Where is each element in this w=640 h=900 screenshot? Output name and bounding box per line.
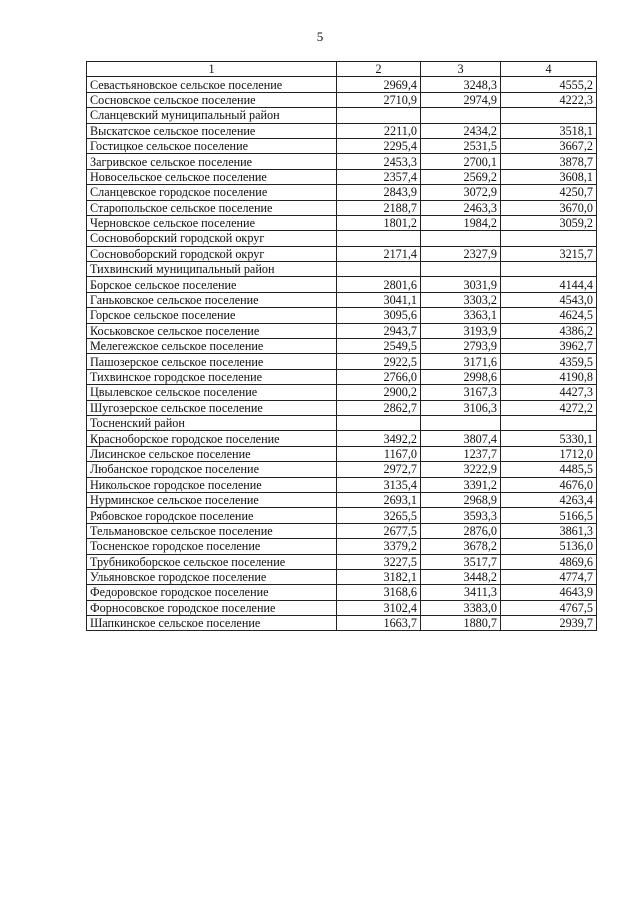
row-name-cell: Сосновоборский городской округ	[87, 246, 337, 261]
row-value-col3: 3303,2	[421, 292, 501, 307]
row-value-col4: 4676,0	[501, 477, 597, 492]
row-value-col2: 2211,0	[337, 123, 421, 138]
table-row	[87, 600, 597, 615]
row-value-col3: 3411,3	[421, 585, 501, 600]
row-name-cell: Выскатское сельское поселение	[87, 123, 337, 138]
row-name-cell: Старопольское сельское поселение	[87, 200, 337, 215]
table-row	[87, 616, 597, 631]
row-value-col4	[501, 231, 597, 246]
row-name-cell: Севастьяновское сельское поселение	[87, 77, 337, 92]
table-row	[87, 200, 597, 215]
row-value-col4: 1712,0	[501, 446, 597, 461]
row-value-col4: 5166,5	[501, 508, 597, 523]
row-value-col3: 2968,9	[421, 492, 501, 507]
row-name-cell: Трубникоборское сельское поселение	[87, 554, 337, 569]
row-value-col3: 2974,9	[421, 92, 501, 107]
row-value-col3: 3031,9	[421, 277, 501, 292]
row-name-cell: Рябовское городское поселение	[87, 508, 337, 523]
row-value-col2: 2862,7	[337, 400, 421, 415]
row-value-col2: 3168,6	[337, 585, 421, 600]
row-value-col4: 4190,8	[501, 369, 597, 384]
row-value-col4: 4386,2	[501, 323, 597, 338]
row-name-cell: Шапкинское сельское поселение	[87, 616, 337, 631]
row-value-col2: 2171,4	[337, 246, 421, 261]
row-value-col4: 4767,5	[501, 600, 597, 615]
row-value-col3: 1237,7	[421, 446, 501, 461]
row-name-cell: Сосновоборский городской округ	[87, 231, 337, 246]
row-value-col3: 3106,3	[421, 400, 501, 415]
row-name-cell: Ганьковское сельское поселение	[87, 292, 337, 307]
row-value-col2: 3095,6	[337, 308, 421, 323]
row-value-col3: 1984,2	[421, 215, 501, 230]
row-name-cell: Черновское сельское поселение	[87, 215, 337, 230]
row-value-col3: 2434,2	[421, 123, 501, 138]
row-value-col3: 3363,1	[421, 308, 501, 323]
row-name-cell: Тихвинское городское поселение	[87, 369, 337, 384]
row-name-cell: Сосновское сельское поселение	[87, 92, 337, 107]
row-value-col2: 2549,5	[337, 339, 421, 354]
table-row	[87, 323, 597, 338]
table-row	[87, 400, 597, 415]
row-value-col2: 3379,2	[337, 539, 421, 554]
row-value-col2: 2922,5	[337, 354, 421, 369]
row-value-col2: 2843,9	[337, 185, 421, 200]
row-name-cell: Коськовское сельское поселение	[87, 323, 337, 338]
row-value-col4: 4144,4	[501, 277, 597, 292]
table-row	[87, 92, 597, 107]
row-name-cell: Нурминское сельское поселение	[87, 492, 337, 507]
row-value-col3: 3517,7	[421, 554, 501, 569]
row-value-col3: 3391,2	[421, 477, 501, 492]
row-value-col4: 4643,9	[501, 585, 597, 600]
row-value-col2: 3227,5	[337, 554, 421, 569]
table-row	[87, 415, 597, 430]
row-name-cell: Тосненский район	[87, 415, 337, 430]
row-name-cell: Федоровское городское поселение	[87, 585, 337, 600]
table-body	[87, 77, 597, 631]
table-row	[87, 108, 597, 123]
row-value-col4: 3878,7	[501, 154, 597, 169]
row-value-col2: 2693,1	[337, 492, 421, 507]
row-value-col2: 2972,7	[337, 462, 421, 477]
row-value-col4: 5330,1	[501, 431, 597, 446]
table-row	[87, 462, 597, 477]
row-value-col2	[337, 415, 421, 430]
row-name-cell: Мелегежское сельское поселение	[87, 339, 337, 354]
row-value-col2: 2801,6	[337, 277, 421, 292]
row-value-col2: 3041,1	[337, 292, 421, 307]
row-value-col3: 3448,2	[421, 569, 501, 584]
row-value-col3: 3593,3	[421, 508, 501, 523]
table-row	[87, 523, 597, 538]
table-row	[87, 215, 597, 230]
row-value-col4: 3962,7	[501, 339, 597, 354]
row-value-col3: 3171,6	[421, 354, 501, 369]
table-row	[87, 369, 597, 384]
row-value-col3: 3678,2	[421, 539, 501, 554]
row-value-col3	[421, 262, 501, 277]
row-value-col2: 3135,4	[337, 477, 421, 492]
row-value-col4: 4250,7	[501, 185, 597, 200]
row-value-col4: 3667,2	[501, 138, 597, 153]
table-row	[87, 492, 597, 507]
row-value-col3: 1880,7	[421, 616, 501, 631]
row-value-col4: 5136,0	[501, 539, 597, 554]
table-row	[87, 446, 597, 461]
row-value-col2: 2943,7	[337, 323, 421, 338]
row-value-col4: 4543,0	[501, 292, 597, 307]
row-name-cell: Лисинское сельское поселение	[87, 446, 337, 461]
row-value-col4: 4222,3	[501, 92, 597, 107]
row-value-col2: 2357,4	[337, 169, 421, 184]
row-name-cell: Любанское городское поселение	[87, 462, 337, 477]
row-name-cell: Никольское городское поселение	[87, 477, 337, 492]
row-value-col2: 1663,7	[337, 616, 421, 631]
row-value-col3: 3248,3	[421, 77, 501, 92]
row-value-col2: 1167,0	[337, 446, 421, 461]
table-row	[87, 354, 597, 369]
row-value-col3	[421, 231, 501, 246]
row-value-col3: 2793,9	[421, 339, 501, 354]
table-row	[87, 277, 597, 292]
row-value-col3: 3072,9	[421, 185, 501, 200]
column-header-2: 2	[337, 62, 421, 77]
row-value-col4	[501, 262, 597, 277]
row-value-col3: 2700,1	[421, 154, 501, 169]
table-row	[87, 569, 597, 584]
row-name-cell: Загривское сельское поселение	[87, 154, 337, 169]
table-row	[87, 339, 597, 354]
row-value-col4: 3670,0	[501, 200, 597, 215]
row-name-cell: Ульяновское городское поселение	[87, 569, 337, 584]
row-value-col4	[501, 415, 597, 430]
row-value-col2: 2295,4	[337, 138, 421, 153]
row-value-col4: 4869,6	[501, 554, 597, 569]
row-value-col2: 2969,4	[337, 77, 421, 92]
row-value-col3: 2998,6	[421, 369, 501, 384]
row-value-col4: 3861,3	[501, 523, 597, 538]
row-value-col4: 4359,5	[501, 354, 597, 369]
row-value-col2: 3182,1	[337, 569, 421, 584]
row-name-cell: Тельмановское сельское поселение	[87, 523, 337, 538]
row-value-col2: 3492,2	[337, 431, 421, 446]
row-value-col2: 3102,4	[337, 600, 421, 615]
row-name-cell: Красноборское городское поселение	[87, 431, 337, 446]
row-value-col4: 3518,1	[501, 123, 597, 138]
row-value-col4: 4555,2	[501, 77, 597, 92]
page-number: 5	[316, 29, 324, 44]
table-row	[87, 231, 597, 246]
row-name-cell: Тихвинский муниципальный район	[87, 262, 337, 277]
table-row	[87, 262, 597, 277]
row-value-col3: 2463,3	[421, 200, 501, 215]
row-value-col2: 2710,9	[337, 92, 421, 107]
table-row	[87, 169, 597, 184]
table-row	[87, 477, 597, 492]
row-name-cell: Гостицкое сельское поселение	[87, 138, 337, 153]
row-name-cell: Цвылевское сельское поселение	[87, 385, 337, 400]
row-name-cell: Пашозерское сельское поселение	[87, 354, 337, 369]
row-value-col4: 4427,3	[501, 385, 597, 400]
row-name-cell: Шугозерское сельское поселение	[87, 400, 337, 415]
row-name-cell: Форносовское городское поселение	[87, 600, 337, 615]
row-value-col4	[501, 108, 597, 123]
row-value-col2: 2677,5	[337, 523, 421, 538]
row-value-col4: 3215,7	[501, 246, 597, 261]
row-value-col4: 4263,4	[501, 492, 597, 507]
table-row	[87, 508, 597, 523]
row-value-col3: 2531,5	[421, 138, 501, 153]
row-value-col3	[421, 415, 501, 430]
row-value-col2: 2766,0	[337, 369, 421, 384]
row-value-col3: 2569,2	[421, 169, 501, 184]
row-value-col3: 3167,3	[421, 385, 501, 400]
row-name-cell: Сланцевское городское поселение	[87, 185, 337, 200]
row-value-col2	[337, 108, 421, 123]
table-row	[87, 185, 597, 200]
row-value-col3: 3807,4	[421, 431, 501, 446]
table-row	[87, 308, 597, 323]
table-row	[87, 138, 597, 153]
row-value-col4: 4485,5	[501, 462, 597, 477]
row-value-col2: 2188,7	[337, 200, 421, 215]
row-name-cell: Новосельское сельское поселение	[87, 169, 337, 184]
table-row	[87, 431, 597, 446]
row-name-cell: Тосненское городское поселение	[87, 539, 337, 554]
row-value-col4: 4774,7	[501, 569, 597, 584]
row-name-cell: Борское сельское поселение	[87, 277, 337, 292]
row-value-col3: 3222,9	[421, 462, 501, 477]
row-value-col2: 3265,5	[337, 508, 421, 523]
row-value-col4: 3059,2	[501, 215, 597, 230]
row-value-col4: 4272,2	[501, 400, 597, 415]
row-value-col2	[337, 262, 421, 277]
column-header-3: 3	[421, 62, 501, 77]
row-value-col4: 2939,7	[501, 616, 597, 631]
row-value-col2	[337, 231, 421, 246]
table-row	[87, 554, 597, 569]
column-header-4: 4	[501, 62, 597, 77]
table-row	[87, 292, 597, 307]
row-name-cell: Горское сельское поселение	[87, 308, 337, 323]
table-row	[87, 585, 597, 600]
table-row	[87, 246, 597, 261]
row-value-col2: 2900,2	[337, 385, 421, 400]
table-row	[87, 123, 597, 138]
table-row	[87, 385, 597, 400]
table-row	[87, 154, 597, 169]
row-value-col4: 4624,5	[501, 308, 597, 323]
row-value-col4: 3608,1	[501, 169, 597, 184]
row-value-col2: 1801,2	[337, 215, 421, 230]
table-header-row	[87, 62, 597, 77]
table-row	[87, 77, 597, 92]
row-value-col2: 2453,3	[337, 154, 421, 169]
data-table	[86, 61, 597, 631]
column-header-1: 1	[87, 62, 337, 77]
row-value-col3: 2876,0	[421, 523, 501, 538]
row-value-col3: 2327,9	[421, 246, 501, 261]
row-value-col3: 3383,0	[421, 600, 501, 615]
row-value-col3: 3193,9	[421, 323, 501, 338]
row-name-cell: Сланцевский муниципальный район	[87, 108, 337, 123]
row-value-col3	[421, 108, 501, 123]
table-row	[87, 539, 597, 554]
